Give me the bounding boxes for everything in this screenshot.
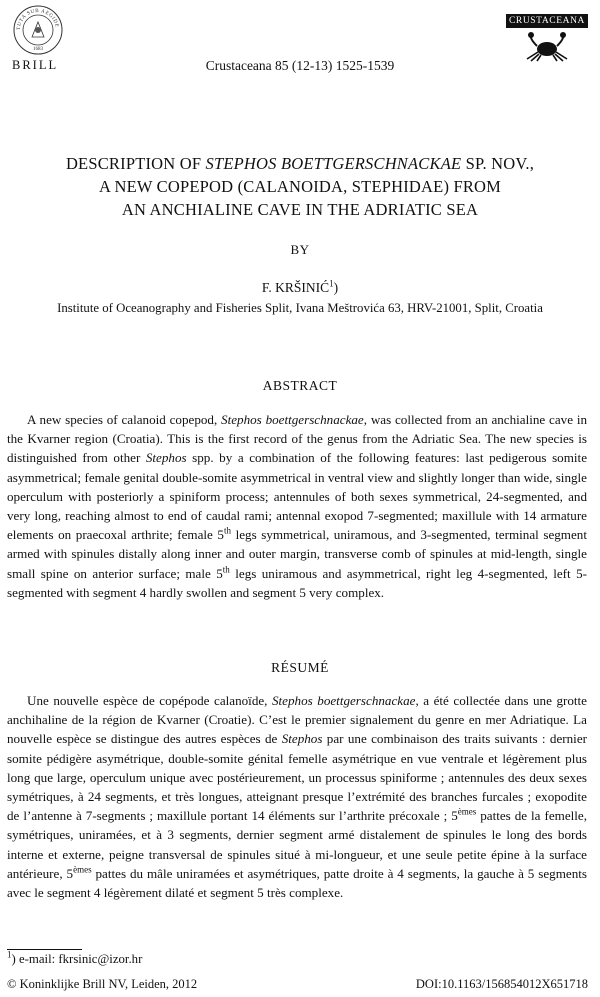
title-line-1: DESCRIPTION OF STEPHOS BOETTGERSCHNACKAE SP. NOV.,	[65, 154, 535, 173]
journal-reference: Crustaceana 85 (12-13) 1525-1539	[205, 58, 395, 73]
brill-seal-logo	[12, 4, 64, 56]
crab-icon	[521, 32, 573, 62]
doi: DOI:10.1163/156854012X651718	[415, 977, 588, 991]
article-title	[30, 152, 570, 221]
journal-badge: CRUSTACEANA	[506, 14, 588, 28]
footnote-rule	[7, 949, 82, 950]
publisher-name: BRILL	[12, 58, 59, 72]
author-note-mark: 1	[329, 278, 334, 289]
byline: BY	[290, 242, 310, 257]
resume-text: Une nouvelle espèce de copépode calanoïde, Stephos boettgerschnackae, a été collectée dans une grotte anchihaline de la région de Kvarner (Croatie). C’est le premier signalement du genre en mer Adriatique. La nouvelle espèce se distingue des autres espèces de Stephos par une combinaison des traits suivants : dernier somite pédigère asymétrique, double-somite génital femelle asymétrique en vue ventrale et légèrement plus long que large, operculum unique avec postérieurement, un processus spiniforme ; antennules des deux sexes symétriques, à 24 segments, et très longues, atteignant presque l’extrémité des branches furcales ; exopodite de l’antenne à 7-segments ; maxillule portant 14 éléments sur l’arthrite précoxale ; 5èmes pattes de la femelle, symétriques, uniramées, et à 3 segments, dernier segment armé distalement de spinules le long des bords interne et externe, peigne transversal de spinules situé à mi-longueur, et une seule petite épine à la surface antérieure, 5èmes pattes du mâle uniramées et asymétriques, patte droite à 4 segments, la gauche à 5 segments avec le segment 4 légèrement dilaté et segment 5 très complexe.	[7, 693, 587, 901]
copyright-notice: © Koninklijke Brill NV, Leiden, 2012	[7, 977, 198, 991]
title-line-3: AN ANCHIALINE CAVE IN THE ADRIATIC SEA	[121, 200, 479, 219]
abstract-heading: ABSTRACT	[262, 378, 338, 393]
footnote: $^1$) e-mail: fkrsinic@izor.hr	[7, 949, 143, 966]
resume-heading: RÉSUMÉ	[271, 660, 329, 675]
seal-legend: TUTA SUB AEGIDE	[15, 7, 60, 31]
affiliation: Institute of Oceanography and Fisheries Split, Ivana Meštrovića 63, HRV-21001, Split, Croatia	[57, 301, 543, 315]
seal-year: 1683	[33, 47, 43, 52]
author-name: F. KRŠINIĆ$^1$)	[261, 278, 339, 295]
title-line-2: A NEW COPEPOD (CALANOIDA, STEPHIDAE) FROM	[98, 177, 502, 196]
abstract-text: A new species of calanoid copepod, Stephos boettgerschnackae, was collected from an anchialine cave in the Kvarner region (Croatia). This is the first record of the genus from the Adriatic Sea. The new species is distinguished from other Stephos spp. by a combination of the following features: last pedigerous somite asymmetrical; female genital double-somite asymmetrical in ventral view and slightly longer than wide, single operculum with posteriorly a spiniform process; antennules of both sexes symmetrical, 24-segmented, and very long, reaching almost to end of caudal rami; antennal exopod 7-segmented; maxillule with 14 armature elements on praecoxal arthrite; female 5th legs symmetrical, uniramous, and 3-segmented, terminal segment armed with spinules distally along inner and outer margin, transverse comb of spinules at mid-length, single small spine on anterior surface; male 5th legs uniramous and asymmetrical, right leg 4-segmented, left 5-segmented with segment 4 hardly swollen and segment 5 very complex.	[7, 412, 588, 600]
